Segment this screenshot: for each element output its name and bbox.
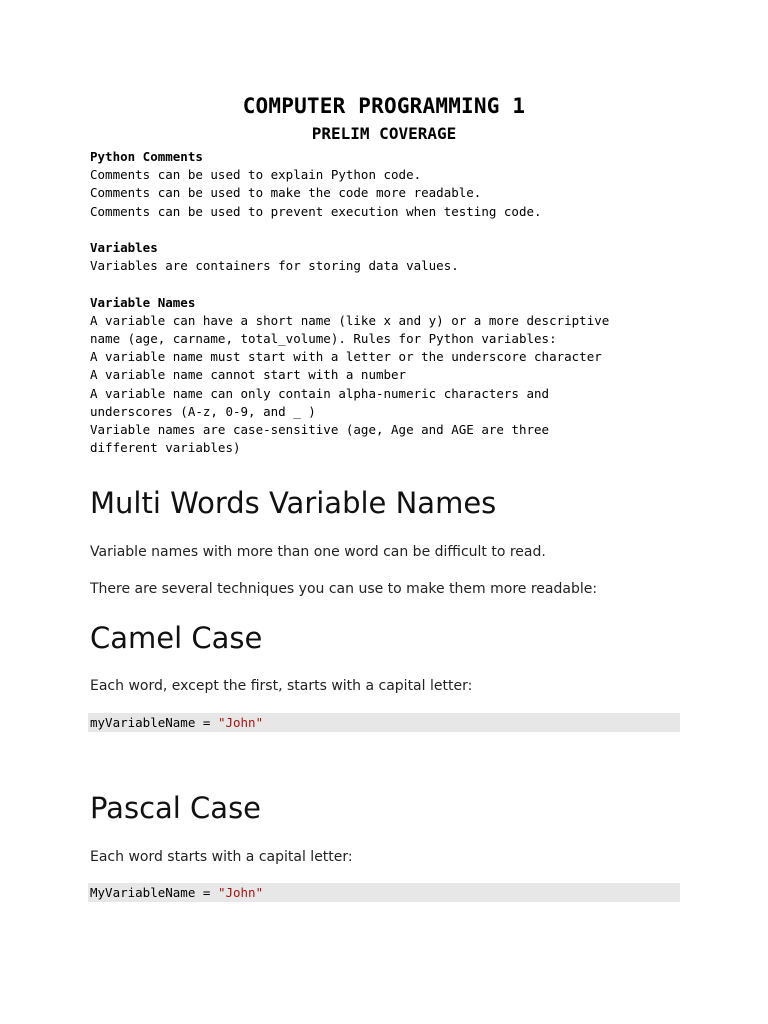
camel-case-code-block <box>88 713 680 732</box>
notes-line: Comments can be used to make the code more readable. <box>90 185 482 201</box>
notes-line: Variables are containers for storing data values. <box>90 258 459 274</box>
code-operator: = <box>195 715 218 730</box>
pascal-case-heading: Pascal Case <box>90 791 262 825</box>
multi-words-heading: Multi Words Variable Names <box>90 486 497 520</box>
python-comments-heading: Python Comments <box>90 149 203 164</box>
pascal-case-description: Each word starts with a capital letter: <box>90 849 353 865</box>
pascal-case-code-block <box>88 883 680 902</box>
code-variable: MyVariableName <box>90 885 196 900</box>
notes-line: underscores (A-z, 0-9, and _ ) <box>90 403 316 419</box>
notes-line: A variable name can only contain alpha-numeric characters and <box>90 385 550 401</box>
document-title: COMPUTER PROGRAMMING 1 <box>242 94 526 118</box>
code-string: "John" <box>217 885 264 900</box>
camel-case-description: Each word, except the first, starts with a capital letter: <box>90 678 473 694</box>
variable-names-heading: Variable Names <box>90 294 196 310</box>
notes-line: A variable name must start with a letter or the underscore character <box>90 349 602 365</box>
multi-words-paragraph-1: Variable names with more than one word can be difficult to read. <box>90 544 546 560</box>
spacer <box>90 275 680 293</box>
notes-line: Variable names are case-sensitive (age, Age and AGE are three <box>90 422 550 438</box>
document-subtitle: PRELIM COVERAGE <box>311 124 457 143</box>
notes-section <box>90 148 680 457</box>
code-variable: myVariableName <box>90 715 196 730</box>
spacer <box>90 221 680 239</box>
variables-heading: Variables <box>90 240 158 255</box>
notes-line: Comments can be used to explain Python code. <box>90 167 422 183</box>
notes-line: A variable can have a short name (like x and y) or a more descriptive <box>90 312 610 328</box>
notes-line: A variable name cannot start with a number <box>90 367 407 383</box>
notes-line: Comments can be used to prevent execution when testing code. <box>90 203 542 219</box>
notes-line: different variables) <box>90 440 241 456</box>
code-string: "John" <box>217 715 264 730</box>
notes-line: name (age, carname, total_volume). Rules for Python variables: <box>90 331 557 346</box>
multi-words-paragraph-2: There are several techniques you can use to make them more readable: <box>90 581 598 597</box>
code-operator: = <box>195 885 218 900</box>
camel-case-heading: Camel Case <box>90 621 263 655</box>
